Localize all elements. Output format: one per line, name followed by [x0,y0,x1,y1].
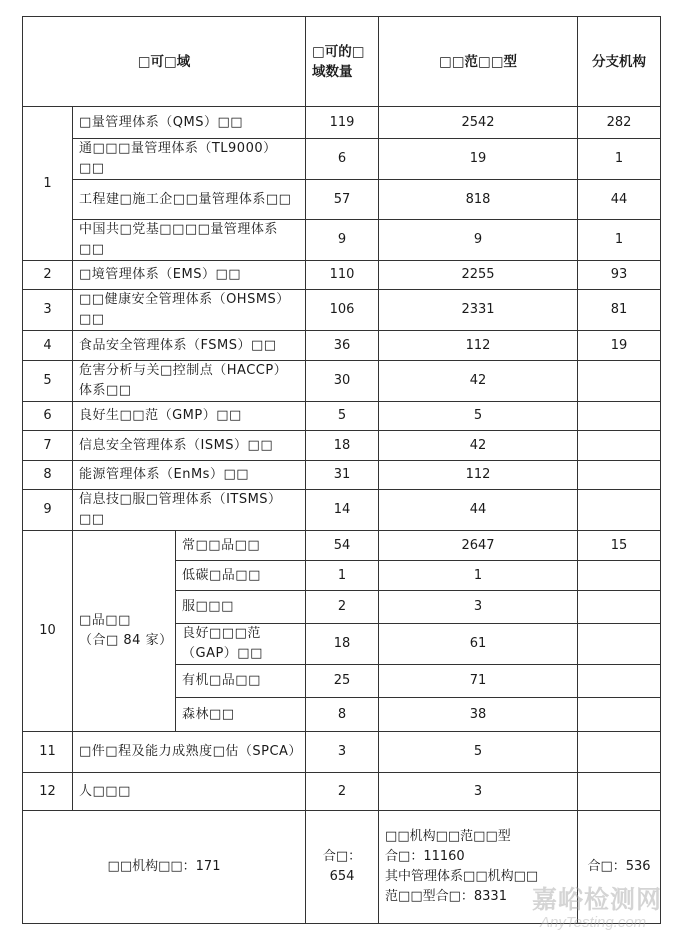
row-types: 3 [379,773,578,811]
row-branches: 1 [578,220,661,261]
header-row [23,17,661,107]
row-index: 7 [23,431,73,461]
row-branches [578,591,661,624]
table-row [23,331,661,361]
row-name: 良好□□□范（GAP）□□ [176,624,306,665]
row-types: 2647 [379,531,578,561]
row-branches: 81 [578,290,661,331]
table-row [23,290,661,331]
row-index: 8 [23,461,73,490]
row-name: 常□□品□□ [176,531,306,561]
row-count: 30 [306,361,379,402]
row-name: 良好生□□范（GMP）□□ [73,402,306,431]
row-index: 9 [23,490,73,531]
summary-domain-total-label: 合□： [322,849,362,864]
row-branches [578,561,661,591]
row-name: □境管理体系（EMS）□□ [73,261,306,290]
row-name: 食品安全管理体系（FSMS）□□ [73,331,306,361]
row-types: 5 [379,732,578,773]
row-types: 112 [379,331,578,361]
row-count: 3 [306,732,379,773]
row-branches [578,698,661,732]
row-name: □□健康安全管理体系（OHSMS）□□ [73,290,306,331]
row-index: 10 [23,531,73,732]
row-count: 5 [306,402,379,431]
row-count: 6 [306,139,379,180]
header-domain-count: □可的□域数量 [306,17,379,107]
row-branches [578,665,661,698]
row-types: 2542 [379,107,578,139]
table-row [23,461,661,490]
summary-types-line-2: 合□：11160 [385,849,465,864]
row-branches: 93 [578,261,661,290]
row-count: 2 [306,773,379,811]
row-count: 18 [306,624,379,665]
row-index: 2 [23,261,73,290]
row-name: 工程建□施工企□□量管理体系□□ [73,180,306,220]
header-domain: □可□域 [23,17,306,107]
certification-table [22,16,661,924]
summary-types-line-3: 其中管理体系□□机构□□ [385,869,539,884]
table-row [23,732,661,773]
row-types: 42 [379,361,578,402]
row-index: 12 [23,773,73,811]
row-name: 低碳□品□□ [176,561,306,591]
row-types: 61 [379,624,578,665]
row-types: 71 [379,665,578,698]
row-types: 112 [379,461,578,490]
row-name: 危害分析与关□控制点（HACCP）体系□□ [73,361,306,402]
row-name: 能源管理体系（EnMs）□□ [73,461,306,490]
header-cert-types: □□范□□型 [379,17,578,107]
product-group [73,531,176,732]
summary-row [23,811,661,924]
table-row [23,139,661,180]
row-name: □量管理体系（QMS）□□ [73,107,306,139]
row-types: 2331 [379,290,578,331]
row-count: 57 [306,180,379,220]
row-index: 4 [23,331,73,361]
row-types: 38 [379,698,578,732]
row-name: □件□程及能力成熟度□估（SPCA） [73,732,306,773]
row-types: 3 [379,591,578,624]
row-count: 31 [306,461,379,490]
row-branches: 15 [578,531,661,561]
table-row [23,490,661,531]
row-index: 6 [23,402,73,431]
row-count: 14 [306,490,379,531]
row-count: 8 [306,698,379,732]
summary-institutions: □□机构□□：171 [23,811,306,924]
row-branches [578,732,661,773]
row-count: 36 [306,331,379,361]
row-count: 18 [306,431,379,461]
row-name: 人□□□ [73,773,306,811]
table-row [23,220,661,261]
table-row [23,261,661,290]
row-branches [578,361,661,402]
row-branches [578,773,661,811]
row-name: 信息技□服□管理体系（ITSMS）□□ [73,490,306,531]
header-branches: 分支机构 [578,17,661,107]
row-name: 信息安全管理体系（ISMS）□□ [73,431,306,461]
row-types: 44 [379,490,578,531]
summary-types-line-1: □□机构□□范□□型 [385,829,511,844]
table-row [23,180,661,220]
row-branches: 1 [578,139,661,180]
summary-types-line-4: 范□□型合□：8331 [385,889,507,904]
row-name: 通□□□量管理体系（TL9000）□□ [73,139,306,180]
watermark-cn: 嘉峪检测网 [532,885,663,914]
table-row [23,361,661,402]
table-row [23,773,661,811]
table-row [23,107,661,139]
table-row [23,431,661,461]
row-branches [578,624,661,665]
row-index: 5 [23,361,73,402]
row-branches [578,461,661,490]
row-count: 106 [306,290,379,331]
row-branches [578,490,661,531]
watermark-en: AnyTesting.com [540,914,647,931]
row-types: 2255 [379,261,578,290]
summary-domain-total [306,811,379,924]
row-branches [578,402,661,431]
table-row [23,531,661,561]
row-branches: 44 [578,180,661,220]
row-name: 森林□□ [176,698,306,732]
row-branches [578,431,661,461]
row-index: 11 [23,732,73,773]
summary-domain-total-value: 654 [329,869,355,884]
product-group-label: □品□□ [79,613,131,628]
row-name: 有机□品□□ [176,665,306,698]
summary-branches-total: 合□：536 [578,811,661,924]
row-types: 1 [379,561,578,591]
product-group-total: （合□ 84 家） [79,633,173,648]
row-branches: 19 [578,331,661,361]
row-types: 818 [379,180,578,220]
row-index: 1 [23,107,73,261]
row-count: 119 [306,107,379,139]
row-count: 9 [306,220,379,261]
summary-cert-types [379,811,578,924]
row-count: 1 [306,561,379,591]
row-types: 5 [379,402,578,431]
row-name: 中国共□党基□□□□量管理体系□□ [73,220,306,261]
row-count: 2 [306,591,379,624]
row-types: 42 [379,431,578,461]
row-branches: 282 [578,107,661,139]
row-types: 9 [379,220,578,261]
row-count: 25 [306,665,379,698]
table-row [23,402,661,431]
row-count: 110 [306,261,379,290]
row-index: 3 [23,290,73,331]
row-count: 54 [306,531,379,561]
row-types: 19 [379,139,578,180]
row-name: 服□□□ [176,591,306,624]
